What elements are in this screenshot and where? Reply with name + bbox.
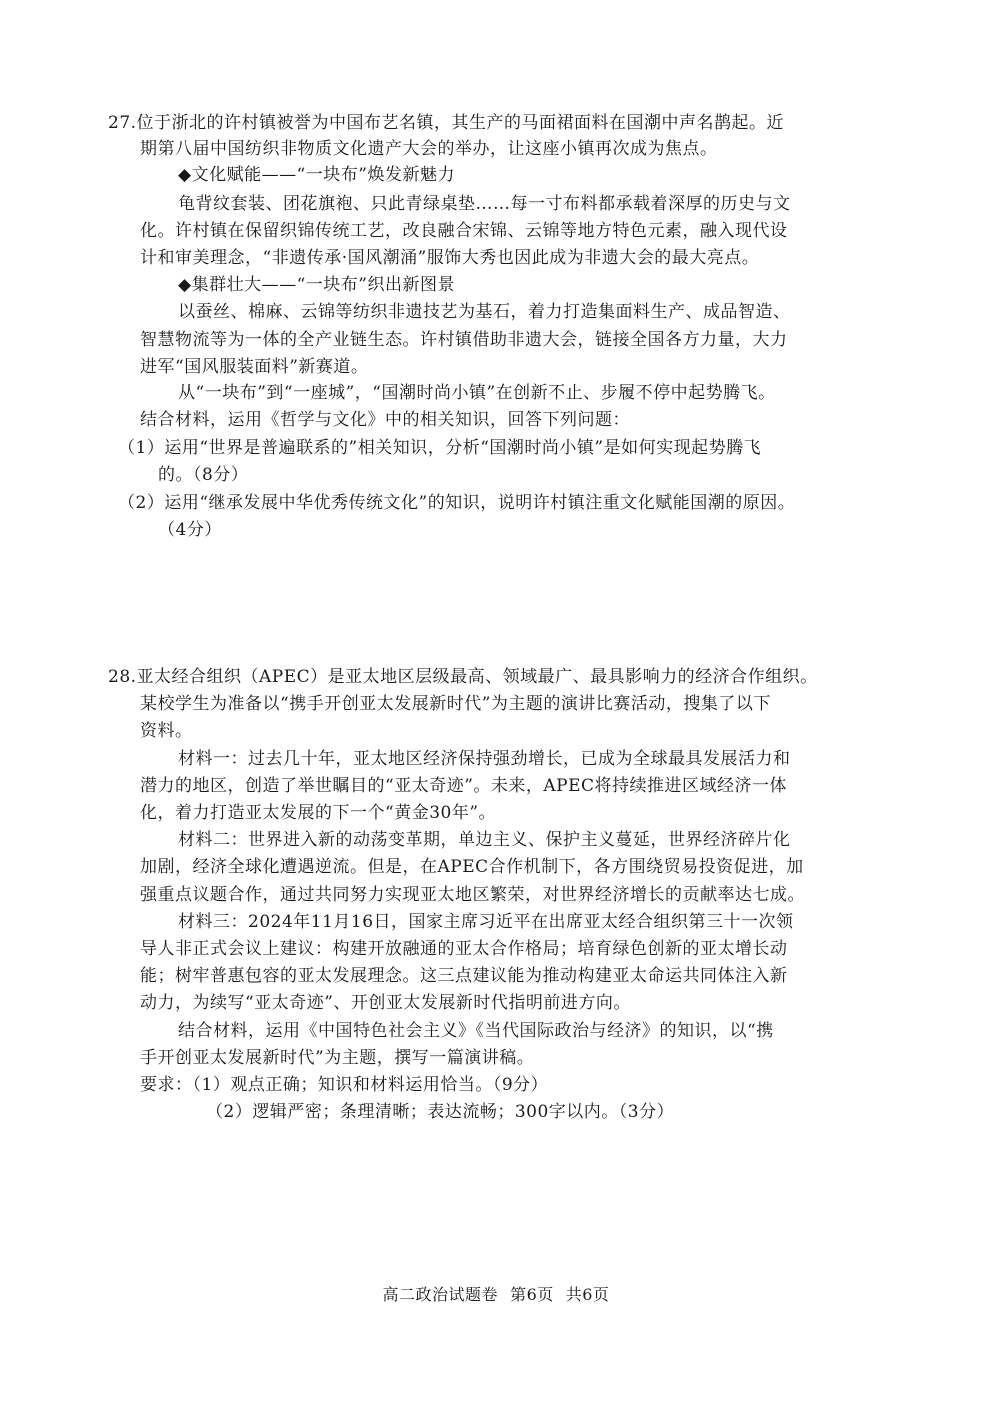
- q27-line-2: 期第八届中国纺织非物质文化遗产大会的举办，让这座小镇再次成为焦点。: [140, 139, 718, 159]
- q27-sub-2-cont: （4分）: [158, 520, 222, 540]
- q28-line-11: 导人非正式会议上建议：构建开放融通的亚太合作格局；培育绿色创新的亚太增长动: [140, 939, 788, 959]
- q28-line-3: 资料。: [140, 721, 193, 741]
- q28-line-6: 化，着力打造亚太发展的下一个“黄金30年”。: [140, 803, 497, 823]
- q27-line-10: 进军“国风服装面料”新赛道。: [140, 357, 369, 377]
- q28-material-2: 材料二：世界进入新的动荡变革期，单边主义、保护主义蔓延，世界经济碎片化: [178, 830, 791, 850]
- q28-line-5: 潜力的地区，创造了举世瞩目的“亚太奇迹”。未来，APEC将持续推进区域经济一体: [140, 776, 788, 796]
- q28-line-2: 某校学生为准备以“携手开创亚太发展新时代”为主题的演讲比赛活动，搜集了以下: [140, 694, 771, 714]
- q28-material-3: 材料三：2024年11月16日，国家主席习近平在出席亚太经合组织第三十一次领: [178, 912, 794, 932]
- page-footer: [0, 1283, 992, 1307]
- q27-line-1: 27.位于浙北的许村镇被誉为中国布艺名镇，其生产的马面裙面料在国潮中声名鹊起。近: [108, 113, 785, 133]
- q28-line-1: 28.亚太经合组织（APEC）是亚太地区层级最高、领域最广、最具影响力的经济合作组织。: [108, 667, 818, 687]
- q27-sub-1: （1）运用“世界是普遍联系的”相关知识，分析“国潮时尚小镇”是如何实现起势腾飞: [118, 438, 762, 458]
- q27-line-5: 化。许村镇在保留织锦传统工艺，改良融合宋锦、云锦等地方特色元素，融入现代设: [140, 221, 788, 241]
- q27-heading-1: ◆文化赋能——“一块布”焕发新魅力: [178, 165, 455, 185]
- q27-sub-2: （2）运用“继承发展中华优秀传统文化”的知识，说明许村镇注重文化赋能国潮的原因。: [118, 493, 796, 513]
- q27-line-8: 以蚕丝、棉麻、云锦等纺织非遗技艺为基石，着力打造集面料生产、成品智造、: [178, 302, 791, 322]
- q27-sub-1-cont: 的。（8分）: [158, 465, 249, 485]
- footer-page-number: 第6页: [510, 1285, 554, 1304]
- footer-total-pages: 共6页: [565, 1285, 610, 1304]
- q28-instruction-cont: 手开创亚太发展新时代”为主题，撰写一篇演讲稿。: [140, 1048, 535, 1068]
- q28-requirement-1: 要求：（1）观点正确；知识和材料运用恰当。（9分）: [140, 1075, 549, 1095]
- q27-instruction: 结合材料，运用《哲学与文化》中的相关知识，回答下列问题：: [140, 410, 630, 430]
- q28-line-9: 强重点议题合作，通过共同努力实现亚太地区繁荣，对世界经济增长的贡献率达七成。: [140, 885, 805, 905]
- q28-instruction: 结合材料，运用《中国特色社会主义》《当代国际政治与经济》的知识，以“携: [178, 1021, 774, 1041]
- q28-line-12: 能；树牢普惠包容的亚太发展理念。这三点建议能为推动构建亚太命运共同体注入新: [140, 966, 788, 986]
- q27-heading-2: ◆集群壮大——“一块布”织出新图景: [178, 275, 455, 295]
- q27-line-11: 从“一块布”到“一座城”，“国潮时尚小镇”在创新不止、步履不停中起势腾飞。: [178, 383, 776, 403]
- q28-material-1: 材料一：过去几十年，亚太地区经济保持强劲增长，已成为全球最具发展活力和: [178, 749, 791, 769]
- q27-line-9: 智慧物流等为一体的全产业链生态。许村镇借助非遗大会，链接全国各方力量，大力: [140, 330, 788, 350]
- q27-line-6: 计和审美理念，“非遗传承·国风潮涌”服饰大秀也因此成为非遗大会的最大亮点。: [140, 248, 760, 268]
- q28-line-13: 动力，为续写“亚太奇迹”、开创亚太发展新时代指明前进方向。: [140, 993, 631, 1013]
- q28-requirement-2: （2）逻辑严密；条理清晰；表达流畅；300字以内。（3分）: [206, 1102, 675, 1122]
- q27-line-4: 龟背纹套装、团花旗袍、只此青绿桌垫……每一寸布料都承载着深厚的历史与文: [178, 194, 791, 214]
- footer-title: 高二政治试题卷: [382, 1285, 499, 1304]
- q28-line-8: 加剧，经济全球化遭遇逆流。但是，在APEC合作机制下，各方围绕贸易投资促进，加: [140, 857, 804, 877]
